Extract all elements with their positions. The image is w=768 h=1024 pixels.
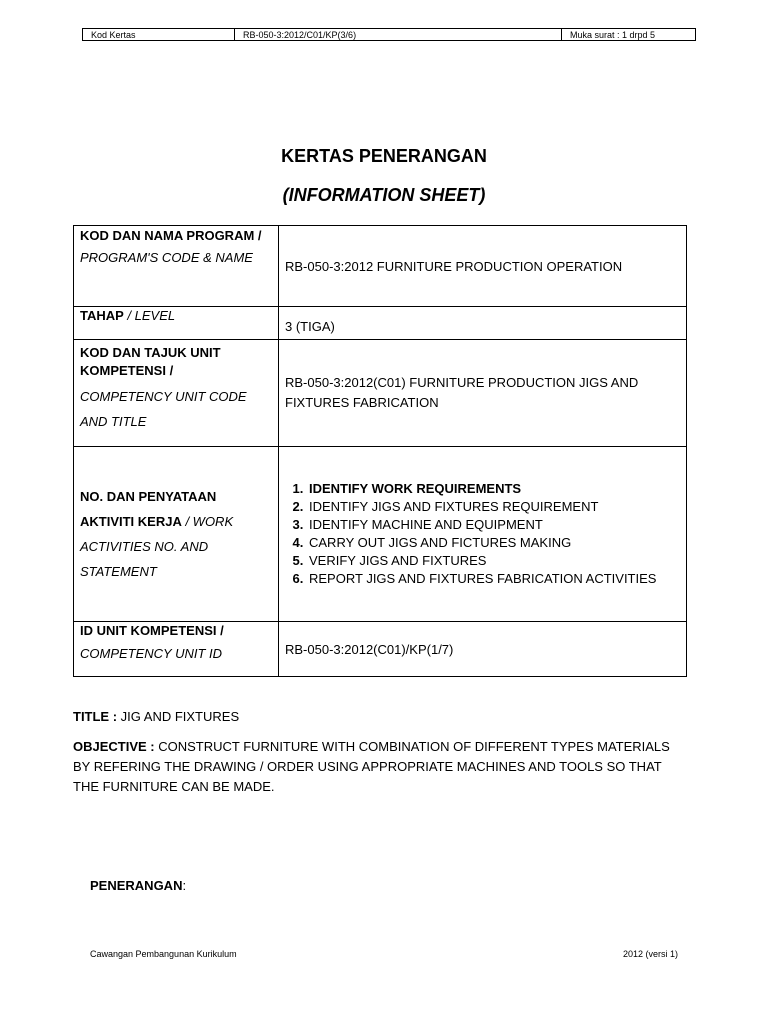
level-label [74, 307, 279, 340]
list-item: 3. IDENTIFY MACHINE AND EQUIPMENT [307, 516, 680, 534]
table-row [74, 447, 687, 622]
objective [73, 737, 683, 797]
level-label-italic: / LEVEL [123, 308, 176, 323]
table-row [74, 307, 687, 340]
penerangan-label: PENERANGAN [90, 878, 183, 893]
unit-id-value: RB-050-3:2012(C01)/KP(1/7) [279, 622, 687, 677]
activities-label-bold1: NO. DAN PENYATAAN [80, 489, 217, 504]
activities-label-text [80, 484, 272, 584]
unit-label-italic: COMPETENCY UNIT CODE AND TITLE [80, 389, 247, 429]
title-line-label: TITLE : [73, 709, 118, 724]
title-line-value: JIG AND FIXTURES [117, 709, 240, 724]
unit-value: RB-050-3:2012(C01) FURNITURE PRODUCTION JIGS AND FIXTURES FABRICATION [279, 340, 687, 447]
table-row [74, 340, 687, 447]
header-page: Muka surat : 1 drpd 5 [570, 30, 656, 40]
unit-id-label [74, 622, 279, 677]
list-item: 4. CARRY OUT JIGS AND FICTURES MAKING [307, 534, 680, 552]
program-value: RB-050-3:2012 FURNITURE PRODUCTION OPERATION [279, 226, 687, 307]
footer-right: 2012 (versi 1) [622, 949, 678, 959]
activities-label-bold2: AKTIVITI KERJA [80, 514, 182, 529]
list-item: 6. REPORT JIGS AND FIXTURES FABRICATION ACTIVITIES [307, 570, 680, 588]
program-label-italic: PROGRAM'S CODE & NAME [80, 250, 253, 265]
list-item: 2. IDENTIFY JIGS AND FIXTURES REQUIREMENT [307, 498, 680, 516]
page-title: KERTAS PENERANGAN [281, 146, 487, 166]
unit-id-label-bold: ID UNIT KOMPETENSI / [80, 623, 224, 638]
unit-label-bold: KOD DAN TAJUK UNIT KOMPETENSI / [80, 345, 221, 378]
activities-value [279, 447, 687, 622]
header-kod-label: Kod Kertas [83, 29, 235, 40]
unit-id-label-italic: COMPETENCY UNIT ID [80, 646, 223, 661]
table-row [74, 226, 687, 307]
page-subtitle: (INFORMATION SHEET) [282, 185, 486, 205]
activities-list [285, 480, 680, 588]
unit-label [74, 340, 279, 447]
list-item: 1. IDENTIFY WORK REQUIREMENTS [307, 480, 680, 498]
table-row [74, 622, 687, 677]
footer-left: Cawangan Pembangunan Kurikulum [90, 949, 237, 959]
level-value: 3 (TIGA) [279, 307, 687, 340]
program-label [74, 226, 279, 307]
activities-label [74, 447, 279, 622]
objective-value: CONSTRUCT FURNITURE WITH COMBINATION OF DIFFERENT TYPES MATERIALS BY REFERING THE DRAWING / ORDER USING APPROPRIATE MACHINES AND TOOLS SO THAT THE FURNITURE CAN BE MADE. [73, 739, 670, 794]
info-table [73, 225, 687, 677]
header-code: RB-050-3:2012/C01/KP(3/6) [235, 29, 562, 40]
activities-label-italic: / WORK ACTIVITIES NO. AND STATEMENT [80, 514, 234, 579]
program-label-bold: KOD DAN NAMA PROGRAM / [80, 228, 262, 243]
penerangan-colon: : [182, 878, 187, 893]
level-label-bold: TAHAP [80, 308, 124, 323]
list-item: 5. VERIFY JIGS AND FIXTURES [307, 552, 680, 570]
title-line [73, 707, 683, 727]
page-header [82, 28, 696, 41]
objective-label: OBJECTIVE : [73, 739, 155, 754]
penerangan-heading [90, 876, 700, 896]
